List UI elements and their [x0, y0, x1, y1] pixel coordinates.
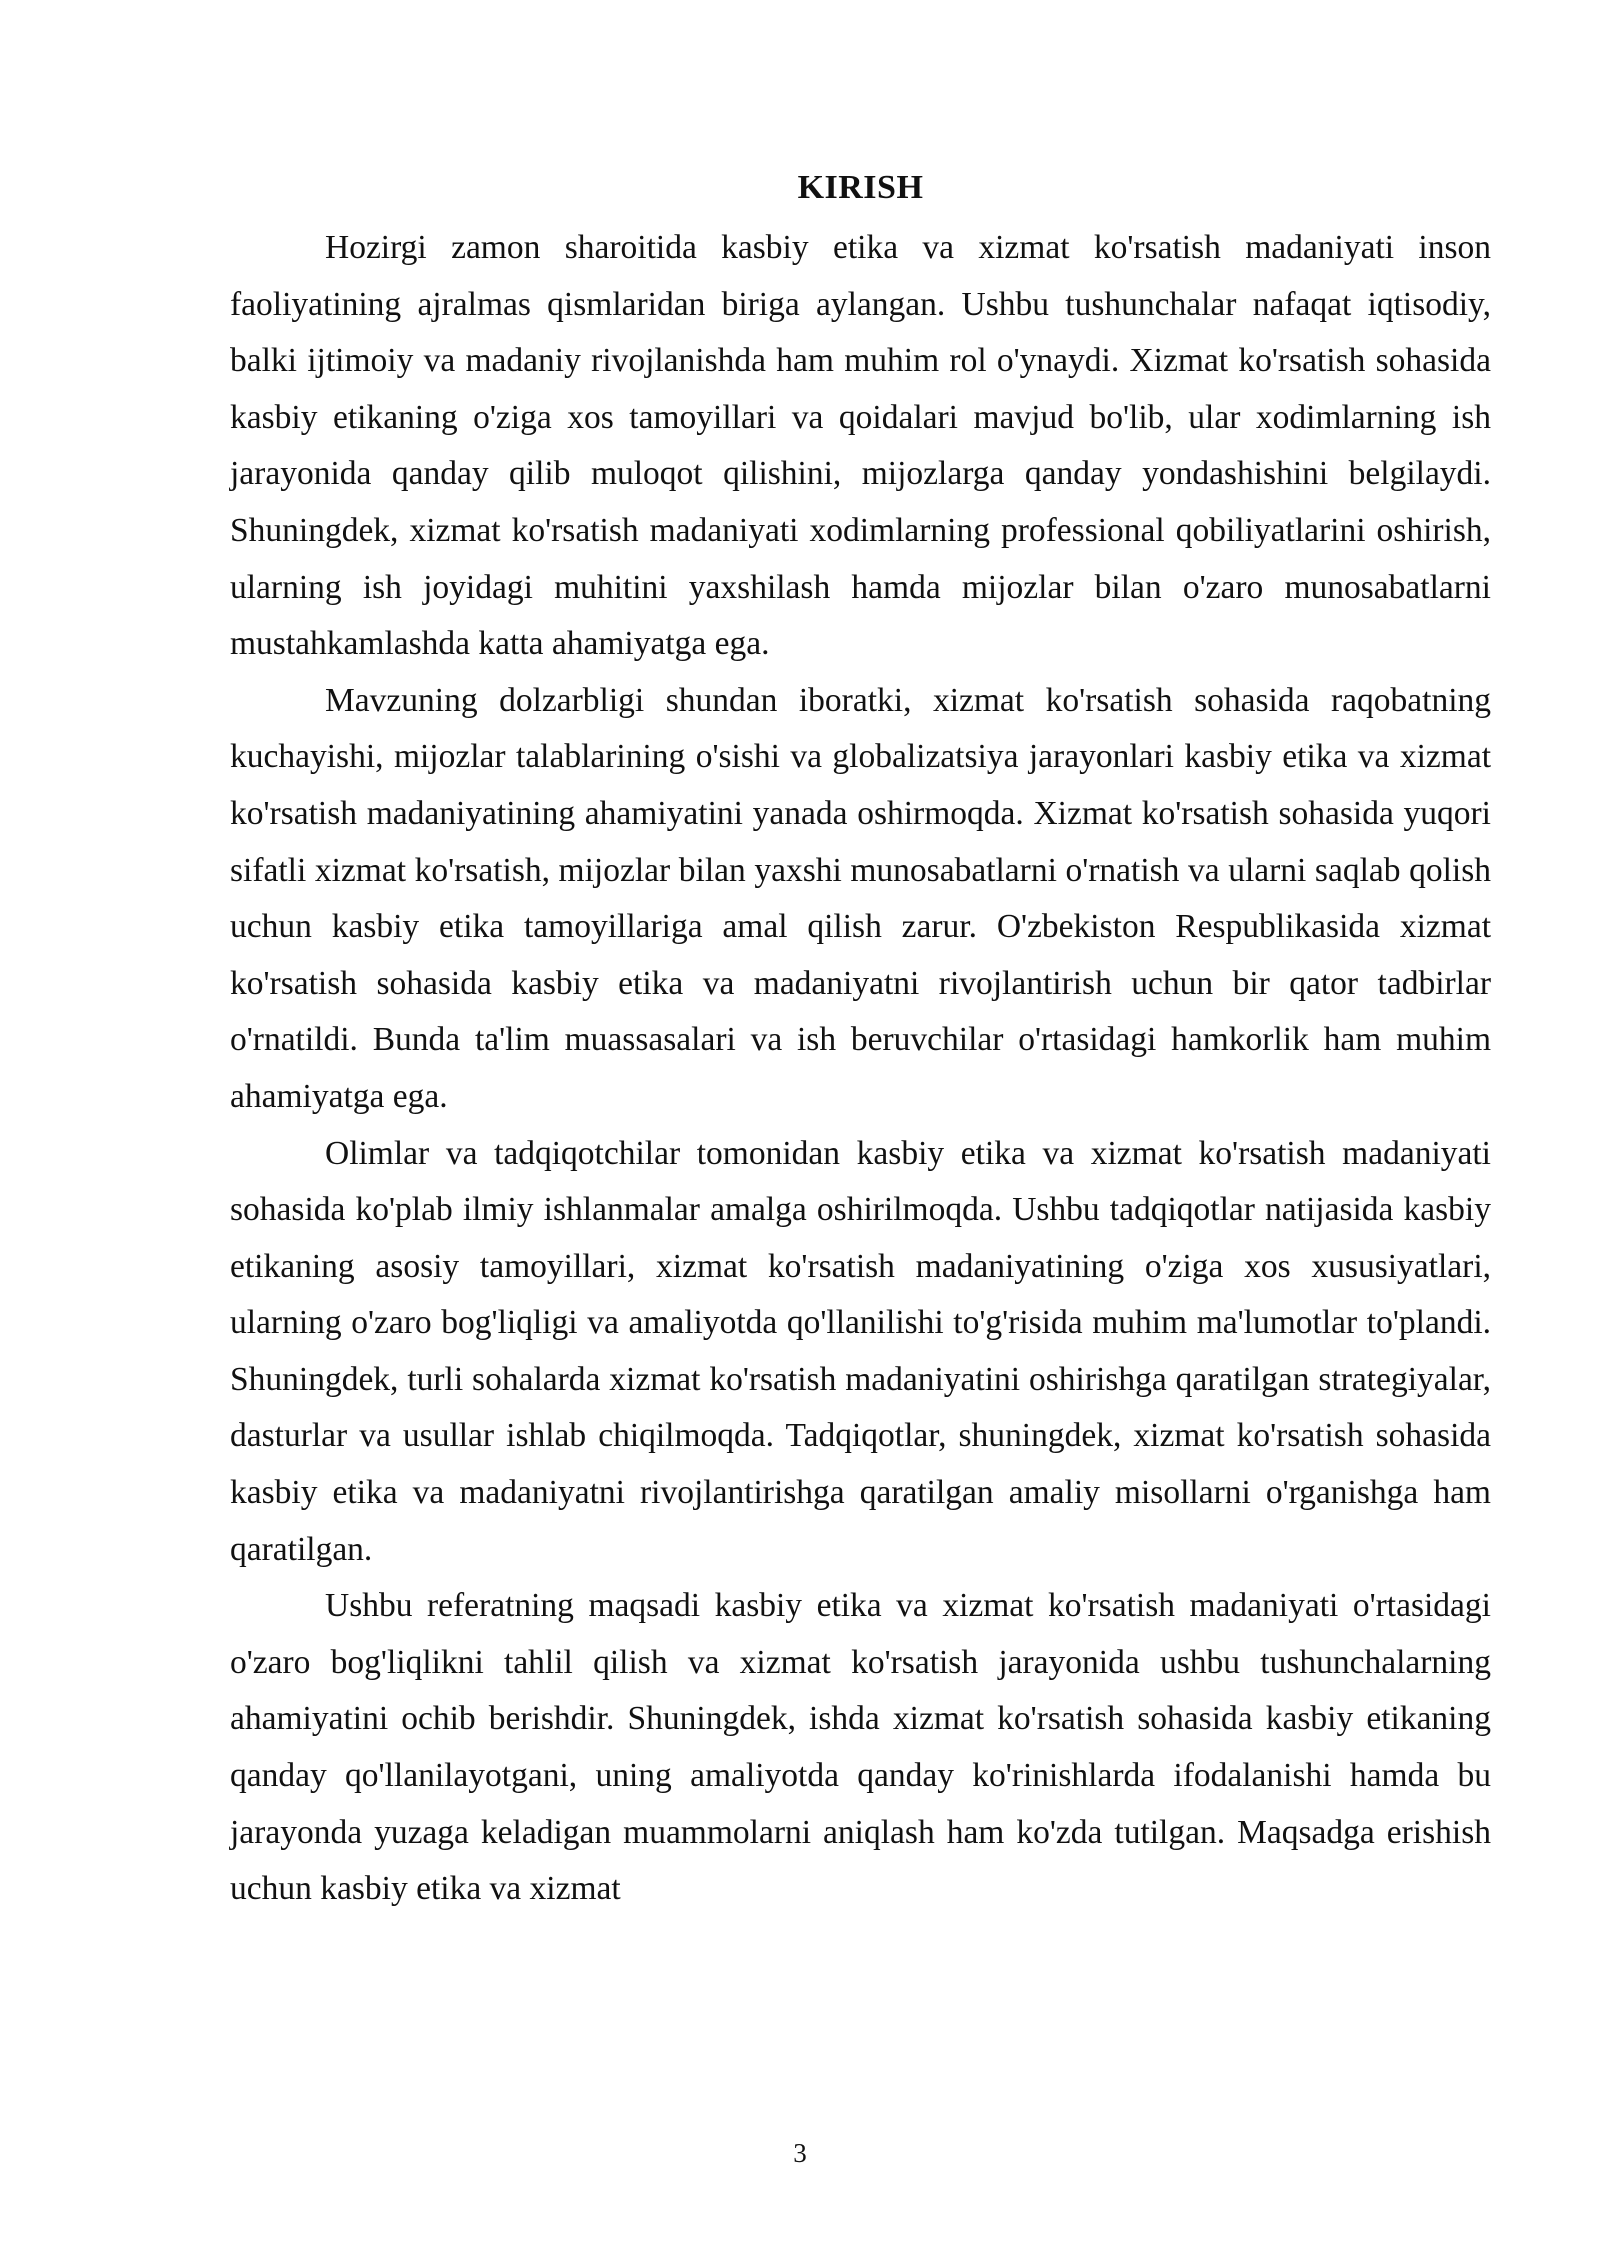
paragraph-4: Ushbu referatning maqsadi kasbiy etika va xizmat ko'rsatish madaniyati o'rtasidagi o'zaro bog'liqlikni tahlil qilish va xizmat ko'rsatish jarayonida ushbu tushunchalarning ahamiyatini ochib berishdir. Shuningdek, ishda xizmat ko'rsatish sohasida kasbiy etikaning qanday qo'llanilayotgani, uning amaliyotda qanday ko'rinishlarda ifodalanishi hamda bu jarayonda yuzaga keladigan muammolarni aniqlash ham ko'zda tutilgan. Maqsadga erishish uchun kasbiy etika va xizmat	[230, 1587, 1491, 1908]
section-title: KIRISH	[797, 169, 924, 206]
page-number: 3	[793, 2138, 807, 2168]
paragraph-1: Hozirgi zamon sharoitida kasbiy etika va xizmat ko'rsatish madaniyati inson faoliyatining ajralmas qismlaridan biriga aylangan. Ushbu tushunchalar nafaqat iqtisodiy, balki ijtimoiy va madaniy rivojlanishda ham muhim rol o'ynaydi. Xizmat ko'rsatish sohasida kasbiy etikaning o'ziga xos tamoyillari va qoidalari mavjud bo'lib, ular xodimlarning ish jarayonida qanday qilib muloqot qilishini, mijozlarga qanday yondashishini belgilaydi. Shuningdek, xizmat ko'rsatish madaniyati xodimlarning professional qobiliyatlarini oshirish, ularning ish joyidagi muhitini yaxshilash hamda mijozlar bilan o'zaro munosabatlarni mustahkamlashda katta ahamiyatga ega.	[230, 229, 1491, 663]
paragraph-2: Mavzuning dolzarbligi shundan iboratki, xizmat ko'rsatish sohasida raqobatning kuchayishi, mijozlar talablarining o'sishi va globalizatsiya jarayonlari kasbiy etika va xizmat ko'rsatish madaniyatining ahamiyatini yanada oshirmoqda. Xizmat ko'rsatish sohasida yuqori sifatli xizmat ko'rsatish, mijozlar bilan yaxshi munosabatlarni o'rnatish va ularni saqlab qolish uchun kasbiy etika tamoyillariga amal qilish zarur. O'zbekiston Respublikasida xizmat ko'rsatish sohasida kasbiy etika va madaniyatni rivojlantirish uchun bir qator tadbirlar o'rnatildi. Bunda ta'lim muassasalari va ish beruvchilar o'rtasidagi hamkorlik ham muhim ahamiyatga ega.	[230, 681, 1491, 1115]
paragraph-3: Olimlar va tadqiqotchilar tomonidan kasbiy etika va xizmat ko'rsatish madaniyati sohasida ko'plab ilmiy ishlanmalar amalga oshirilmoqda. Ushbu tadqiqotlar natijasida kasbiy etikaning asosiy tamoyillari, xizmat ko'rsatish madaniyatining o'ziga xos xususiyatlari, ularning o'zaro bog'liqligi va amaliyotda qo'llanilishi to'g'risida muhim ma'lumotlar to'plandi. Shuningdek, turli sohalarda xizmat ko'rsatish madaniyatini oshirishga qaratilgan strategiyalar, dasturlar va usullar ishlab chiqilmoqda. Tadqiqotlar, shuningdek, xizmat ko'rsatish sohasida kasbiy etika va madaniyatni rivojlantirishga qaratilgan amaliy misollarni o'rganishga ham qaratilgan.	[230, 1134, 1491, 1568]
page-content	[230, 160, 1491, 1918]
